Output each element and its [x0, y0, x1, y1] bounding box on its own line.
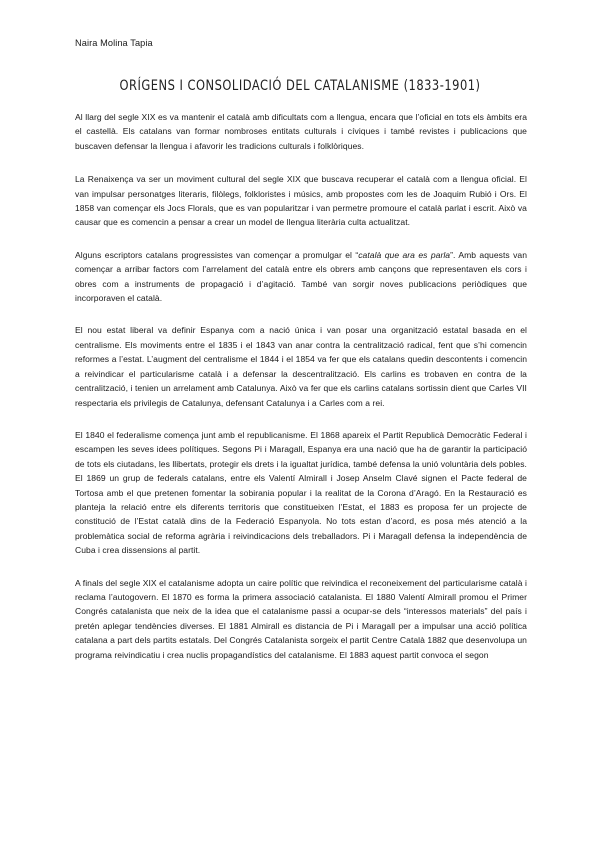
paragraph-text: ”. Amb aquests van començar a arribar factors com l’arrelament del català entre els obrers amb cançons que representaven els cors i obres com a instruments de propagació i d’agitació. També van sorgir noves publicacions periòdiques que incorporaven el català.: [75, 249, 527, 304]
paragraph-renaixenca: La Renaixença va ser un moviment cultural del segle XIX que buscava recuperar el català com a llengua oficial. El van impulsar personatges literaris, filòlegs, folkloristes i músics, amb propostes com les de Joaquim Rubió i Ors. El 1858 van començar els Jocs Florals, que es van popularitzar i van permetre promoure el català parlat i escrit. Això va causar que es comencin a pensar a crear un model de llengua literària culta actualitzat.: [75, 174, 527, 228]
paragraph-progressive-writers: [75, 248, 527, 306]
paragraph-liberal-state: El nou estat liberal va definir Espanya com a nació única i van posar una organització estatal basada en el centralisme. Els moviments entre el 1835 i el 1843 van anar contra la centralització radical, fent que s’hi comencin reformes a l’estat. L’augment del centralisme el 1844 i el 1854 va fer que els catalans quedin descontents i comencin a reivindicar el particularisme català i a defensar la descentralització. Els carlins es trobaven en contra de la centralització, i tenien un arrelament amb Catalunya. Això va fer que els carlins catalans sortissin dient que Carles VII respectaria els privilegis de Catalunya, defensant Catalunya i a Carles com a rei.: [75, 325, 527, 408]
paragraph-federalism: El 1840 el federalisme comença junt amb el republicanisme. El 1868 apareix el Partit Republicà Democràtic Federal i escampen les seves idees polítiques. Segons Pi i Maragall, Espanya era una nació que ha de garantir la participació de tots els ciutadans, les llibertats, protegir els drets i la igualtat jurídica, també defensa la unió voluntària dels pobles. El 1869 un grup de federals catalans, entre els Valentí Almirall i Josep Anselm Clavé signen el Pacte federal de Tortosa amb el que pretenen fomentar la sobirania popular i la realitat de la Corona d’Aragó. En la Restauració es planteja la relació entre els diferents territoris que constitueixen l’Estat, el 1883 es proposa fer un projecte de constitució de l’Estat català dins de la Federació Espanyola. No tots estan d’acord, es posa més atenció a la problemàtica social de reforma agrària i reivindicacions dels treballadors. Pi i Maragall defensa la independència de Cuba i crea dissensions al partit.: [75, 429, 527, 556]
paragraph-political-catalanism: A finals del segle XIX el catalanisme adopta un caire polític que reivindica el reconeixement del particularisme català i reclama l’autogovern. El 1870 es forma la primera associació catalanista. El 1880 Valentí Almirall promou el Primer Congrés catalanista que neix de la idea que el catalanisme passi a ocupar-se dels “interessos materials” del país i pretén aplegar tendències diverses. El 1881 Almirall es distancia de Pi i Maragall per a impulsar una acció política catalana a part dels partits estatals. Del Congrés Catalanista sorgeix el partit Centre Català 1882 que desenvolupa un programa reivindicatiu i crea nuclis propagandístics del catalanisme. El 1883 aquest partit convoca el segon: [75, 577, 527, 660]
document-body: [75, 110, 527, 681]
author-name: Naira Molina Tapia: [75, 38, 153, 48]
paragraph-text: Alguns escriptors catalans progressistes van començar a promulgar el “: [75, 249, 359, 260]
page-title: ORÍGENS I CONSOLIDACIÓ DEL CATALANISME (1833-1901): [119, 78, 481, 94]
italic-quote: català que ara es parla: [358, 249, 451, 260]
paragraph-renaixenca-intro: Al llarg del segle XIX es va mantenir el català amb dificultats com a llengua, encara que l’oficial en tots els àmbits era el castellà. Els catalans van formar nombroses entitats culturals i cíviques i també revistes i publicacions que buscaven defensar la llengua i afavorir les tradicions culturals i folklòriques.: [75, 112, 527, 151]
